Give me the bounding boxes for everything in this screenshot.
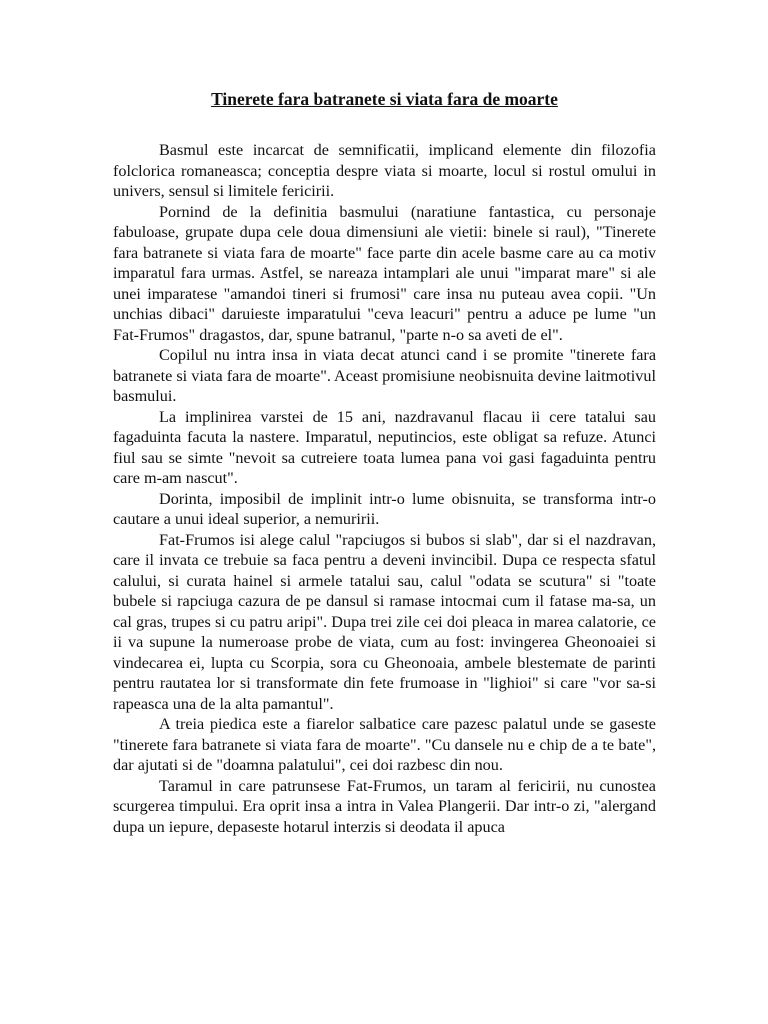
document-title: Tinerete fara batranete si viata fara de moarte [211,89,558,109]
paragraph-2: Pornind de la definitia basmului (naratiune fantastica, cu personaje fabuloase, grupate dupa cele doua dimensiuni ale vietii: binele si raul), "Tinerete fara batranete si viata fara de moarte" face parte din acele basme care au ca motiv imparatul fara urmas. Astfel, se nareaza intamplari ale unui "imparat mare" si ale unei imparatese "amandoi tineri si frumosi" care insa nu puteau avea copii. "Un unchias dibaci" daruieste imparatului "ceva leacuri" pentru a aduce pe lume "un Fat-Frumos" dragastos, dar, spune batranul, "parte n-o sa aveti de el". [113,202,656,344]
paragraph-1: Basmul este incarcat de semnificatii, implicand elemente din filozofia folclorica romaneasca; conceptia despre viata si moarte, locul si rostul omului in univers, sensul si limitele fericirii. [113,141,656,200]
document-page [113,88,656,837]
paragraph-7: A treia piedica este a fiarelor salbatice care pazesc palatul unde se gaseste "tinerete fara batranete si viata fara de moarte". "Cu dansele nu e chip de a te bate", dar ajutati si de "doamna palatului", cei doi razbesc din nou. [113,715,656,774]
paragraph-4: La implinirea varstei de 15 ani, nazdravanul flacau ii cere tatalui sau fagaduinta facuta la nastere. Imparatul, neputincios, este obligat sa refuze. Atunci fiul sau se simte "nevoit sa cutreiere toata lumea pana voi gasi fagaduinta pentru care m-am nascut". [113,407,656,487]
paragraph-8: Taramul in care patrunsese Fat-Frumos, un taram al fericirii, nu cunostea scurgerea timpului. Era oprit insa a intra in Valea Plangerii. Dar intr-o zi, "alergand dupa un iepure, depaseste hotarul interzis si deodata il apuca [113,776,656,836]
paragraph-5: Dorinta, imposibil de implinit intr-o lume obisnuita, se transforma intr-o cautare a unui ideal superior, a nemuririi. [113,489,656,528]
paragraph-3: Copilul nu intra insa in viata decat atunci cand i se promite "tinerete fara batranete si viata fara de moarte". Aceast promisiune neobisnuita devine laitmotivul basmului. [113,346,656,405]
paragraph-6: Fat-Frumos isi alege calul "rapciugos si bubos si slab", dar si el nazdravan, care il invata ce trebuie sa faca pentru a deveni invincibil. Dupa ce respecta sfatul calului, si curata hainel si armele tatalui sau, calul "odata se scutura" si "toate bubele si rapciuga cazura de pe dansul si ramase intocmai cum il fatase ma-sa, un cal gras, trupes si cu patru aripi". Dupa trei zile cei doi pleaca in marea calatorie, ce ii va supune la numeroase probe de viata, cum au fost: invingerea Gheonoaiei si vindecarea ei, lupta cu Scorpia, sora cu Gheonoaia, ambele blestemate de parinti pentru rautatea lor si transformate din fete frumoase in "lighioi" si care "vor sa-si rapeasca una de la alta pamantul". [113,530,656,713]
